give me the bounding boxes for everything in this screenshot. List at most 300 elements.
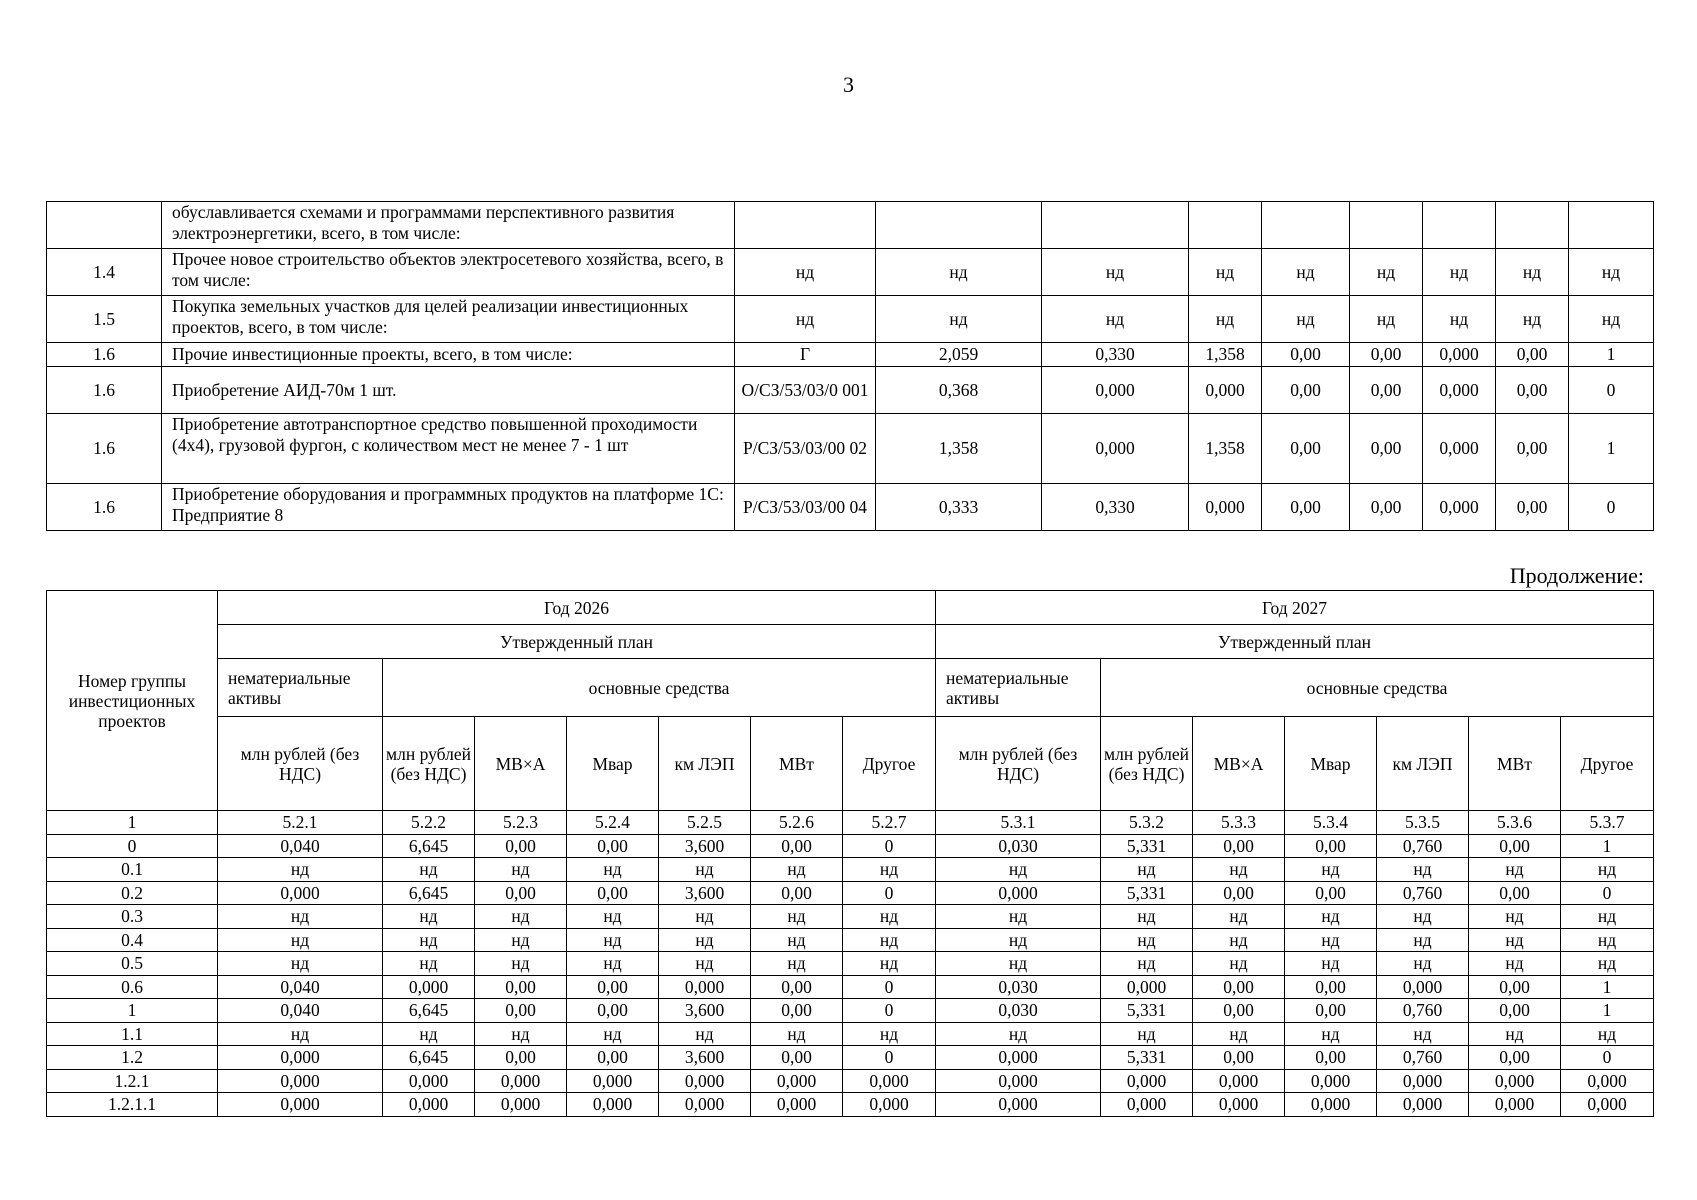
value-cell: 0,000 (843, 1069, 936, 1093)
value-cell: 0,000 (475, 1069, 567, 1093)
value-cell: 0,00 (475, 1046, 567, 1070)
value-cell: нд (1350, 296, 1423, 343)
value-cell: 0,00 (1193, 975, 1285, 999)
value-cell: 0,00 (1262, 414, 1350, 484)
value-cell: нд (1496, 296, 1569, 343)
value-cell: 0,000 (218, 1093, 383, 1117)
value-cell: нд (1285, 1022, 1377, 1046)
value-cell: 3,600 (659, 999, 751, 1023)
value-cell: нд (843, 858, 936, 882)
table-row (47, 905, 1654, 929)
value-cell: 0,000 (567, 1093, 659, 1117)
value-cell: 0,00 (1193, 834, 1285, 858)
value-cell: 0,000 (1423, 367, 1496, 414)
group-number: 0.3 (47, 905, 218, 929)
value-cell: нд (1569, 249, 1654, 296)
column-code: 5.2.4 (567, 811, 659, 835)
value-cell: 0,000 (659, 975, 751, 999)
unit-header: км ЛЭП (659, 717, 751, 811)
value-cell: нд (475, 905, 567, 929)
value-cell: 3,600 (659, 881, 751, 905)
table-row (47, 1022, 1654, 1046)
value-cell: нд (567, 905, 659, 929)
value-cell: 0,00 (751, 1046, 843, 1070)
value-cell: 1 (1561, 834, 1654, 858)
value-cell: 0 (1569, 367, 1654, 414)
value-cell: 0,00 (1496, 484, 1569, 531)
value-cell: нд (1377, 905, 1469, 929)
table-row (47, 881, 1654, 905)
value-cell: нд (659, 928, 751, 952)
row-number: 1.6 (47, 367, 162, 414)
group-number: 0.4 (47, 928, 218, 952)
value-cell: 6,645 (383, 881, 475, 905)
value-cell: нд (1285, 952, 1377, 976)
value-cell: 0,000 (475, 1093, 567, 1117)
value-cell: нд (1377, 928, 1469, 952)
value-cell: 1,358 (1189, 414, 1262, 484)
value-cell: 0,000 (936, 1069, 1101, 1093)
value-cell: 2,059 (876, 343, 1042, 367)
table-row (47, 975, 1654, 999)
value-cell: нд (218, 1022, 383, 1046)
value-cell: нд (1561, 952, 1654, 976)
table-row (47, 249, 1654, 296)
value-cell: нд (1423, 249, 1496, 296)
value-cell: нд (218, 858, 383, 882)
value-cell: 0,000 (1423, 414, 1496, 484)
column-code: 5.3.2 (1101, 811, 1193, 835)
value-cell: нд (1193, 952, 1285, 976)
value-cell: нд (751, 905, 843, 929)
value-cell: 0,00 (1469, 1046, 1561, 1070)
value-cell: нд (1101, 952, 1193, 976)
value-cell: нд (475, 858, 567, 882)
value-cell: 0 (1569, 484, 1654, 531)
value-cell: 0,00 (1193, 999, 1285, 1023)
value-cell: 0,000 (218, 881, 383, 905)
unit-header: млн рублей (без НДС) (936, 717, 1101, 811)
value-cell: 0,000 (1189, 484, 1262, 531)
value-cell: нд (475, 1022, 567, 1046)
project-name: Прочие инвестиционные проекты, всего, в том числе: (162, 343, 735, 367)
value-cell: 0,000 (383, 975, 475, 999)
table-row (47, 834, 1654, 858)
value-cell: 0,00 (567, 999, 659, 1023)
column-code: 5.2.2 (383, 811, 475, 835)
group-number: 0.6 (47, 975, 218, 999)
table-row (47, 999, 1654, 1023)
value-cell: 0,00 (751, 881, 843, 905)
value-cell: 0,000 (383, 1069, 475, 1093)
value-cell: нд (1189, 296, 1262, 343)
value-cell: 0,040 (218, 999, 383, 1023)
value-cell (876, 202, 1042, 249)
value-cell: нд (1285, 905, 1377, 929)
value-cell: нд (1101, 858, 1193, 882)
value-cell: 0,00 (1285, 1046, 1377, 1070)
unit-header: МВ×А (1193, 717, 1285, 811)
value-cell: нд (659, 1022, 751, 1046)
value-cell: 0,000 (1469, 1069, 1561, 1093)
value-cell: нд (1469, 952, 1561, 976)
value-cell: нд (1042, 296, 1189, 343)
value-cell: нд (567, 928, 659, 952)
value-cell: нд (751, 1022, 843, 1046)
table-row (47, 1069, 1654, 1093)
value-cell: нд (1262, 249, 1350, 296)
value-cell (1423, 202, 1496, 249)
value-cell: нд (936, 952, 1101, 976)
value-cell: 0 (843, 1046, 936, 1070)
unit-header: Другое (1561, 717, 1654, 811)
unit-header: Мвар (1285, 717, 1377, 811)
value-cell: нд (383, 1022, 475, 1046)
value-cell: 0,000 (1101, 1069, 1193, 1093)
value-cell: 0,00 (567, 975, 659, 999)
value-cell: 0,030 (936, 834, 1101, 858)
value-cell: 1,358 (876, 414, 1042, 484)
value-cell: 0,00 (567, 1046, 659, 1070)
value-cell: нд (1423, 296, 1496, 343)
page-number: 3 (843, 72, 854, 97)
value-cell: 5,331 (1101, 1046, 1193, 1070)
plan-2027-header: Утвержденный план (936, 625, 1654, 659)
year-2027-header: Год 2027 (936, 591, 1654, 625)
column-code: 5.3.5 (1377, 811, 1469, 835)
unit-header: млн рублей (без НДС) (218, 717, 383, 811)
year-2026-header: Год 2026 (218, 591, 936, 625)
value-cell: нд (1193, 1022, 1285, 1046)
value-cell: 0,760 (1377, 834, 1469, 858)
value-cell: 6,645 (383, 834, 475, 858)
value-cell: 0,333 (876, 484, 1042, 531)
unit-header: Мвар (567, 717, 659, 811)
value-cell: 0,00 (1285, 834, 1377, 858)
row-number: 1.6 (47, 484, 162, 531)
value-cell: 0,000 (218, 1069, 383, 1093)
value-cell: 5,331 (1101, 881, 1193, 905)
value-cell: 0,000 (1423, 343, 1496, 367)
value-cell: 5,331 (1101, 834, 1193, 858)
value-cell: нд (1561, 858, 1654, 882)
column-code: 5.3.6 (1469, 811, 1561, 835)
bottom-table-body (47, 811, 1654, 1117)
value-cell: 3,600 (659, 1046, 751, 1070)
value-cell: нд (936, 858, 1101, 882)
value-cell: нд (567, 858, 659, 882)
value-cell: 0,00 (1469, 999, 1561, 1023)
value-cell: 0,00 (475, 834, 567, 858)
value-cell: нд (1101, 928, 1193, 952)
value-cell: 0,000 (936, 1046, 1101, 1070)
value-cell: 0,00 (1496, 367, 1569, 414)
value-cell: нд (1377, 858, 1469, 882)
group-number: 1.1 (47, 1022, 218, 1046)
unit-header: км ЛЭП (1377, 717, 1469, 811)
value-cell: 0,00 (1193, 1046, 1285, 1070)
value-cell: 6,645 (383, 1046, 475, 1070)
value-cell: 0,000 (1285, 1093, 1377, 1117)
project-name: Приобретение автотранспортное средство повышенной проходимости (4х4), грузовой фургон, с количеством мест не менее 7 - 1 шт (162, 414, 735, 484)
value-cell: 0,330 (1042, 343, 1189, 367)
value-cell: 0,000 (567, 1069, 659, 1093)
group-number: 1.2 (47, 1046, 218, 1070)
value-cell: нд (1193, 905, 1285, 929)
value-cell: 0,00 (1350, 343, 1423, 367)
unit-header: МВт (751, 717, 843, 811)
column-code: 5.2.7 (843, 811, 936, 835)
group-number: 0.1 (47, 858, 218, 882)
value-cell: 0,000 (1101, 1093, 1193, 1117)
top-table-body (47, 202, 1654, 531)
column-code: 5.2.6 (751, 811, 843, 835)
value-cell: 0,000 (1189, 367, 1262, 414)
investment-projects-table-top (46, 201, 1654, 531)
table-row (47, 367, 1654, 414)
value-cell: 0,00 (751, 999, 843, 1023)
column-code: 5.2.3 (475, 811, 567, 835)
value-cell: 0,000 (383, 1093, 475, 1117)
value-cell: 1 (1561, 999, 1654, 1023)
value-cell: 0,00 (475, 975, 567, 999)
value-cell: 0,00 (1262, 343, 1350, 367)
group-number: 1.2.1.1 (47, 1093, 218, 1117)
column-code: 5.3.4 (1285, 811, 1377, 835)
intangible-2027-header: нематериальные активы (936, 659, 1101, 717)
value-cell: 0,030 (936, 999, 1101, 1023)
value-cell: нд (1469, 905, 1561, 929)
bottom-table-header (47, 591, 1654, 811)
column-code: 5.2.5 (659, 811, 751, 835)
table-row (47, 858, 1654, 882)
value-cell: 0,000 (1285, 1069, 1377, 1093)
column-code: 5.2.1 (218, 811, 383, 835)
value-cell: 0,000 (659, 1069, 751, 1093)
value-cell: 3,600 (659, 834, 751, 858)
value-cell: нд (751, 858, 843, 882)
value-cell: 0,00 (751, 975, 843, 999)
value-cell: 0,00 (1469, 881, 1561, 905)
project-code: нд (735, 249, 876, 296)
value-cell: 0,00 (1285, 999, 1377, 1023)
value-cell: 0,000 (1561, 1093, 1654, 1117)
value-cell: нд (1189, 249, 1262, 296)
value-cell: нд (1193, 928, 1285, 952)
value-cell: нд (1101, 905, 1193, 929)
value-cell: 0,000 (218, 1046, 383, 1070)
table-row (47, 1046, 1654, 1070)
value-cell: нд (218, 905, 383, 929)
value-cell: 0,00 (1285, 975, 1377, 999)
value-cell: 0,00 (1262, 484, 1350, 531)
value-cell: нд (383, 952, 475, 976)
value-cell: нд (1561, 905, 1654, 929)
value-cell: 0,030 (936, 975, 1101, 999)
value-cell: нд (751, 952, 843, 976)
value-cell: нд (1285, 928, 1377, 952)
units-row (47, 717, 1654, 811)
value-cell: 0,00 (1469, 834, 1561, 858)
table-row (47, 343, 1654, 367)
value-cell: 0,00 (1285, 881, 1377, 905)
value-cell: 0,000 (1377, 1093, 1469, 1117)
value-cell: нд (843, 905, 936, 929)
value-cell: нд (1569, 296, 1654, 343)
value-cell: нд (383, 905, 475, 929)
value-cell: 0,330 (1042, 484, 1189, 531)
value-cell: нд (843, 952, 936, 976)
column-code: 5.3.7 (1561, 811, 1654, 835)
value-cell: нд (1101, 1022, 1193, 1046)
project-code: Г (735, 343, 876, 367)
unit-header: Другое (843, 717, 936, 811)
value-cell: 0,00 (475, 999, 567, 1023)
column-code: 5.3.3 (1193, 811, 1285, 835)
value-cell: нд (383, 928, 475, 952)
value-cell: 0,00 (1469, 975, 1561, 999)
project-name: Прочее новое строительство объектов электросетевого хозяйства, всего, в том числе: (162, 249, 735, 296)
value-cell: 0,00 (567, 881, 659, 905)
value-cell (1189, 202, 1262, 249)
project-name: Приобретение АИД-70м 1 шт. (162, 367, 735, 414)
value-cell (1569, 202, 1654, 249)
project-code (735, 202, 876, 249)
row-number (47, 202, 162, 249)
value-cell: 0,00 (1350, 367, 1423, 414)
value-cell: 0,000 (1193, 1093, 1285, 1117)
value-cell: нд (1561, 928, 1654, 952)
value-cell: 0,00 (1262, 367, 1350, 414)
project-name: Покупка земельных участков для целей реализации инвестиционных проектов, всего, в том числе: (162, 296, 735, 343)
value-cell: 0,00 (1496, 343, 1569, 367)
group-number: 1 (47, 999, 218, 1023)
unit-header: МВт (1469, 717, 1561, 811)
value-cell (1350, 202, 1423, 249)
value-cell: 0,040 (218, 975, 383, 999)
table-row (47, 484, 1654, 531)
table-row (47, 414, 1654, 484)
table-row (47, 202, 1654, 249)
value-cell: нд (1285, 858, 1377, 882)
column-codes-row (47, 811, 1654, 835)
plan-2026-header: Утвержденный план (218, 625, 936, 659)
value-cell: нд (1193, 858, 1285, 882)
project-name: Приобретение оборудования и программных продуктов на платформе 1С: Предприятие 8 (162, 484, 735, 531)
value-cell: 0,000 (843, 1093, 936, 1117)
value-cell: 0,000 (1423, 484, 1496, 531)
value-cell: нд (1496, 249, 1569, 296)
project-code: Р/СЗ/53/03/00 04 (735, 484, 876, 531)
value-cell: нд (383, 858, 475, 882)
value-cell: 0,760 (1377, 999, 1469, 1023)
project-name: обуславливается схемами и программами перспективного развития электроэнергетики, всего, в том числе: (162, 202, 735, 249)
investment-projects-table-bottom (46, 590, 1654, 1117)
value-cell: 0,000 (751, 1069, 843, 1093)
value-cell: 0,368 (876, 367, 1042, 414)
column-code: 5.3.1 (936, 811, 1101, 835)
value-cell: 0 (843, 999, 936, 1023)
table-row (47, 952, 1654, 976)
value-cell: нд (936, 928, 1101, 952)
value-cell: нд (1561, 1022, 1654, 1046)
continuation-label: Продолжение: (1509, 563, 1644, 588)
group-number: 0.5 (47, 952, 218, 976)
value-cell: 5,331 (1101, 999, 1193, 1023)
value-cell: нд (659, 858, 751, 882)
row-number: 1.4 (47, 249, 162, 296)
value-cell: нд (1262, 296, 1350, 343)
value-cell: 0,000 (1469, 1093, 1561, 1117)
value-cell: 0,00 (1496, 414, 1569, 484)
value-cell: нд (1350, 249, 1423, 296)
value-cell: 0 (843, 975, 936, 999)
value-cell: 0 (1561, 1046, 1654, 1070)
value-cell: нд (876, 296, 1042, 343)
value-cell (1042, 202, 1189, 249)
value-cell: нд (876, 249, 1042, 296)
unit-header: млн рублей (без НДС) (1101, 717, 1193, 811)
value-cell: нд (843, 928, 936, 952)
unit-header: млн рублей (без НДС) (383, 717, 475, 811)
value-cell: нд (218, 952, 383, 976)
value-cell: 0,000 (659, 1093, 751, 1117)
value-cell: нд (218, 928, 383, 952)
value-cell: 0,000 (936, 881, 1101, 905)
value-cell: 1,358 (1189, 343, 1262, 367)
value-cell (1496, 202, 1569, 249)
value-cell: 0,000 (1561, 1069, 1654, 1093)
value-cell: 0,00 (475, 881, 567, 905)
project-code: Р/СЗ/53/03/00 02 (735, 414, 876, 484)
value-cell: 0,760 (1377, 1046, 1469, 1070)
value-cell: 0,000 (1377, 975, 1469, 999)
table-row (47, 296, 1654, 343)
value-cell: нд (1469, 928, 1561, 952)
value-cell: 0,000 (1042, 367, 1189, 414)
value-cell (1262, 202, 1350, 249)
fixed-assets-2027-header: основные средства (1101, 659, 1654, 717)
value-cell: 0,000 (751, 1093, 843, 1117)
index-cell: 1 (47, 811, 218, 835)
value-cell: нд (1042, 249, 1189, 296)
value-cell: 0,000 (1193, 1069, 1285, 1093)
value-cell: нд (475, 952, 567, 976)
value-cell: 0,00 (1193, 881, 1285, 905)
value-cell: 0,00 (1350, 484, 1423, 531)
row-number: 1.6 (47, 343, 162, 367)
fixed-assets-2026-header: основные средства (383, 659, 936, 717)
value-cell: 0,000 (1101, 975, 1193, 999)
value-cell: нд (475, 928, 567, 952)
value-cell: 0,040 (218, 834, 383, 858)
group-number: 1.2.1 (47, 1069, 218, 1093)
value-cell: 0,760 (1377, 881, 1469, 905)
value-cell: 0,000 (1377, 1069, 1469, 1093)
value-cell: 1 (1569, 414, 1654, 484)
value-cell: нд (1377, 1022, 1469, 1046)
value-cell: нд (567, 952, 659, 976)
value-cell: 0 (843, 881, 936, 905)
value-cell: нд (843, 1022, 936, 1046)
value-cell: 0 (843, 834, 936, 858)
table-row (47, 928, 1654, 952)
value-cell: нд (1469, 858, 1561, 882)
group-number: 0.2 (47, 881, 218, 905)
project-code: О/СЗ/53/03/0 001 (735, 367, 876, 414)
group-number: 0 (47, 834, 218, 858)
value-cell: нд (1469, 1022, 1561, 1046)
